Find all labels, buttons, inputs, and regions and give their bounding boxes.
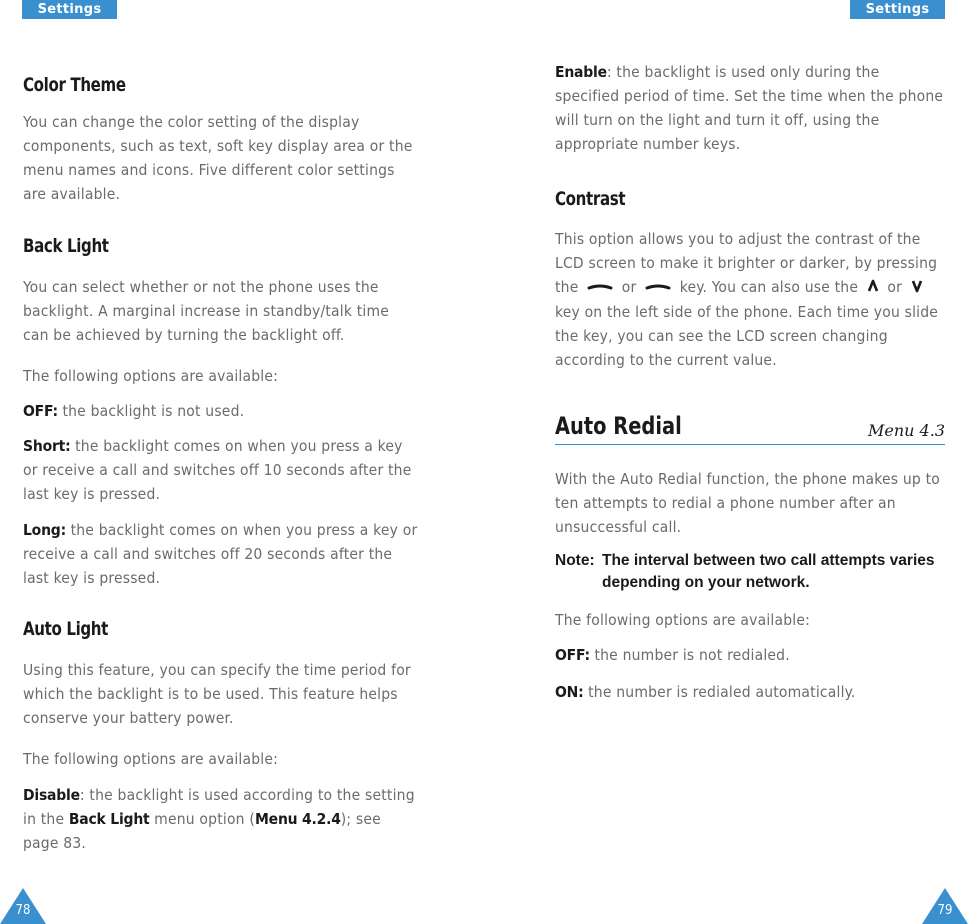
auto-light-body: Using this feature, you can specify the time period for which the backlight is to be used. This feature helps conserve your battery power. — [23, 661, 411, 727]
auto-redial-header — [555, 412, 945, 445]
contrast-text: or — [887, 278, 903, 296]
option-text: the backlight is not used. — [57, 402, 245, 420]
note-text: The interval between two call attempts varies depending on your network. — [602, 551, 935, 591]
contrast-text: This option allows you to adjust the contrast of the LCD screen to make it brighter or darker, by pressing the — [555, 230, 938, 296]
right-page — [555, 60, 945, 704]
color-theme-body: You can change the color setting of the display components, such as text, soft key display area or the menu names and icons. Five different color settings are available. — [23, 113, 413, 203]
option-text: the number is redialed automatically. — [583, 682, 856, 701]
option-label: Disable — [23, 786, 80, 804]
option-label: ON: — [555, 682, 584, 701]
volume-down-icon — [911, 276, 923, 300]
auto-redial-option-on — [555, 680, 945, 704]
contrast-text: key. You can also use the — [679, 278, 859, 296]
option-label: Long: — [23, 521, 66, 539]
auto-redial-note — [555, 550, 945, 594]
page-number-left — [0, 888, 46, 924]
option-label: OFF: — [23, 402, 58, 420]
auto-redial-heading: Auto Redial — [555, 411, 682, 440]
option-label: OFF: — [555, 645, 590, 664]
option-label: Enable — [555, 63, 607, 81]
back-light-heading: Back Light — [23, 235, 109, 257]
option-bold: Menu 4.2.4 — [255, 810, 341, 828]
soft-key-left-icon — [587, 276, 613, 300]
option-text: : the backlight is used only during the specified period of time. Set the time when the phone will turn on the light and turn it off, using the appropriate number keys. — [555, 63, 944, 153]
soft-key-right-icon — [645, 276, 671, 300]
section-tab-right: Settings — [850, 0, 945, 19]
auto-light-options-intro: The following options are available: — [23, 750, 279, 768]
back-light-option-long — [23, 518, 418, 590]
back-light-options-intro: The following options are available: — [23, 367, 279, 385]
back-light-option-short — [23, 434, 418, 506]
volume-up-icon — [867, 276, 879, 300]
auto-light-option-disable — [23, 783, 418, 855]
contrast-text: key on the left side of the phone. Each time you slide the key, you can see the LCD screen changing according to the current value. — [555, 302, 939, 369]
option-bold: Back Light — [68, 810, 150, 828]
back-light-option-off — [23, 399, 418, 423]
option-text: : the backlight is used according to the setting in the — [23, 786, 415, 828]
contrast-text: or — [621, 278, 637, 296]
option-label: Short: — [23, 437, 71, 455]
option-text: the number is not redialed. — [589, 645, 790, 664]
option-text: menu option ( — [149, 810, 255, 828]
option-text: ); see page 83. — [23, 810, 381, 852]
menu-reference: Menu 4.3 — [868, 420, 945, 440]
auto-redial-option-off — [555, 643, 945, 667]
note-label: Note: — [555, 551, 595, 569]
page-number-label: 78 — [15, 903, 31, 918]
contrast-heading: Contrast — [555, 188, 626, 210]
page-number-right — [922, 888, 968, 924]
back-light-body: You can select whether or not the phone uses the backlight. A marginal increase in standby/talk time can be achieved by turning the backlight off. — [23, 278, 390, 344]
section-tab-left: Settings — [22, 0, 117, 19]
page-number-label: 79 — [937, 903, 953, 918]
option-text: the backlight comes on when you press a key or receive a call and switches off 20 seconds after the last key is pressed. — [23, 521, 418, 587]
color-theme-heading: Color Theme — [23, 74, 126, 96]
option-text: the backlight comes on when you press a key or receive a call and switches off 10 seconds after the last key is pressed. — [23, 437, 412, 503]
auto-light-option-enable — [555, 60, 945, 156]
auto-redial-body: With the Auto Redial function, the phone makes up to ten attempts to redial a phone number after an unsuccessful call. — [555, 469, 940, 536]
auto-redial-options-intro: The following options are available: — [555, 610, 811, 629]
auto-light-heading: Auto Light — [23, 618, 109, 640]
contrast-body — [555, 227, 945, 372]
left-page — [23, 74, 418, 855]
